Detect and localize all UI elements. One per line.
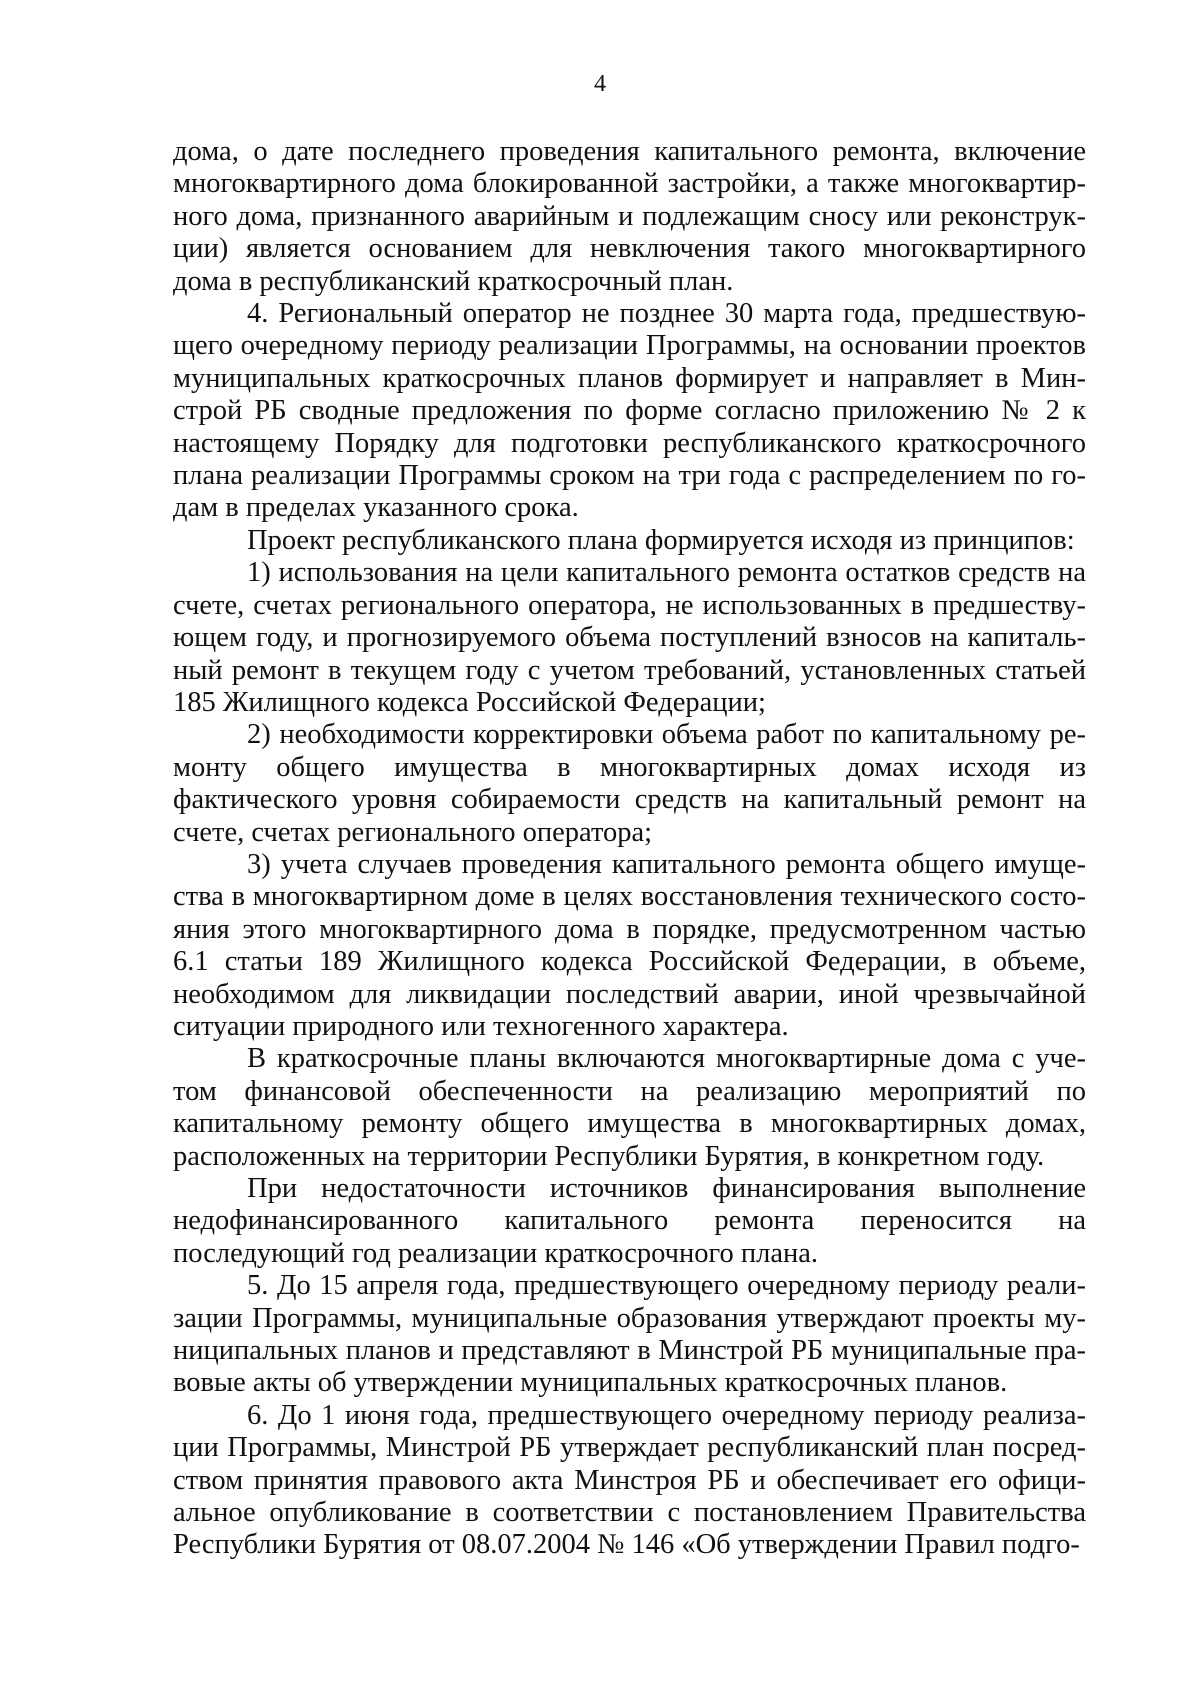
paragraph-item-4: 4. Региональный оператор не позднее 30 марта года, предшествующего очередному периоду реализации Программы, на основании проектов муниципальных краткосрочных планов формирует и направляет в Минстрой РБ сводные предложения по форме согласно приложению № 2 к настоящему Порядку для подготовки республиканского краткосрочного плана реализации Программы сроком на три года с распределением по годам в пределах указанного срока. [173,298,1086,524]
paragraph-principle-1: 1) использования на цели капитального ремонта остатков средств на счете, счетах регионального оператора, не использованных в предшествующем году, и прогнозируемого объема поступлений взносов на капитальный ремонт в текущем году с учетом требований, установленных статьей 185 Жилищного кодекса Российской Федерации; [173,557,1086,718]
document-body [173,136,1086,1562]
paragraph-principle-2: 2) необходимости корректировки объема работ по капитальному ремонту общего имущества в многоквартирных домах исходя из фактического уровня собираемости средств на капитальный ремонт на счете, счетах регионального оператора; [173,719,1086,848]
paragraph-principle-3: 3) учета случаев проведения капитального ремонта общего имущества в многоквартирном доме в целях восстановления технического состояния этого многоквартирного дома в порядке, предусмотренном частью 6.1 статьи 189 Жилищного кодекса Российской Федерации, в объеме, необходимом для ликвидации последствий аварии, иной чрезвычайной ситуации природного или техногенного характера. [173,848,1086,1042]
paragraph-item-6: 6. До 1 июня года, предшествующего очередному периоду реализации Программы, Минстрой РБ утверждает республиканский план посредством принятия правового акта Минстроя РБ и обеспечивает его официальное опубликование в соответствии с постановлением Правительства Республики Бурятия от 08.07.2004 № 146 «Об утверждении Правил подго- [173,1399,1086,1561]
paragraph-item-5: 5. До 15 апреля года, предшествующего очередному периоду реализации Программы, муниципальные образования утверждают проекты муниципальных планов и представляют в Минстрой РБ муниципальные правовые акты об утверждении муниципальных краткосрочных планов. [173,1270,1086,1399]
paragraph-continuation: дома, о дате последнего проведения капитального ремонта, включение многоквартирного дома блокированной застройки, а также многоквартирного дома, признанного аварийным и подлежащим сносу или реконструкции) является основанием для невключения такого многоквартирного дома в республиканский краткосрочный план. [173,136,1086,297]
page-number: 4 [594,71,606,97]
paragraph-insufficient-funding: При недостаточности источников финансирования выполнение недофинансированного капитального ремонта переносится на последующий год реализации краткосрочного плана. [173,1173,1086,1269]
paragraph-inclusion: В краткосрочные планы включаются многоквартирные дома с учетом финансовой обеспеченности на реализацию мероприятий по капитальному ремонту общего имущества в многоквартирных домах, расположенных на территории Республики Бурятия, в конкретном году. [173,1043,1086,1172]
paragraph-principles-intro: Проект республиканского плана формируется исходя из принципов: [247,524,1075,556]
